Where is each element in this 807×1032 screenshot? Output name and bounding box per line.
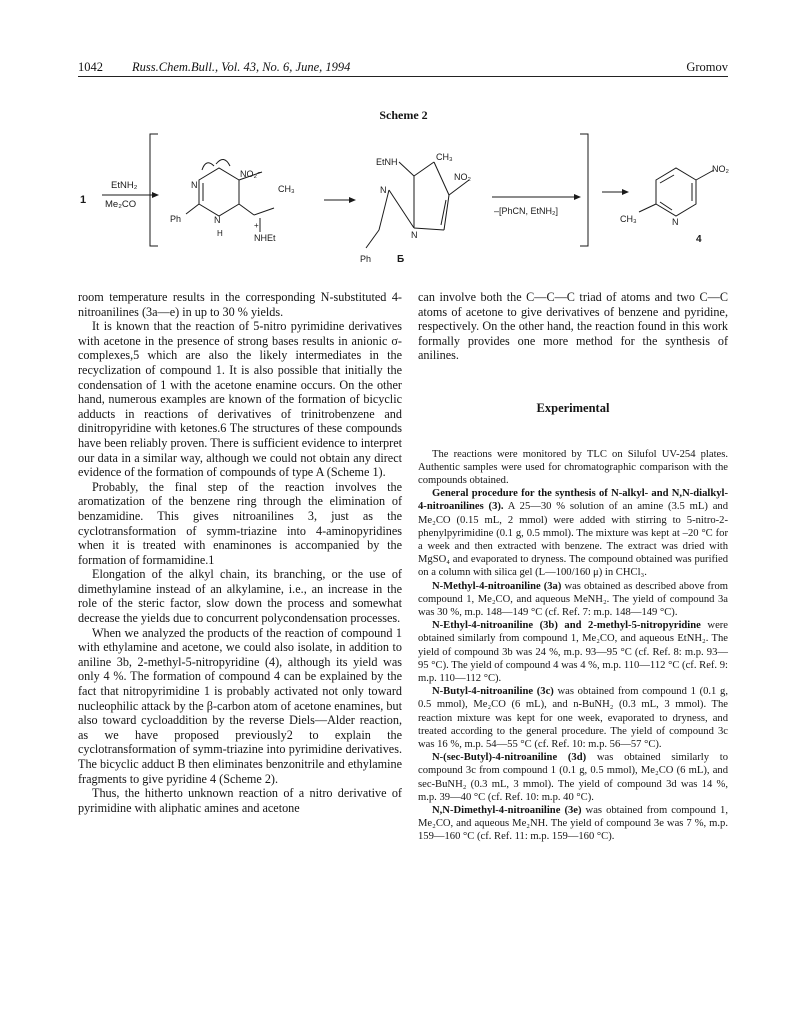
reaction-scheme <box>74 120 734 280</box>
paragraph: When we analyzed the products of the reaction of compound 1 with ethylamine and acetone, we could also isolate, in addition to aniline 3b, 2-methyl-5-nitropyridine (4), although its yield was only 4 %. The formation of compound 4 can be explained by the fact that nitropyrimidine 1 is probably activated not only toward nucleophilic attack by the β-carbon atom of acetone enamines, but also toward cycloaddition by the reverse Diels—Alder reaction, as we have proposed previously2 to explain the cyclotransformation of symm-triazine into pyrimidine derivatives. The bicyclic adduct B then eliminates benzonitrile and ethylamine fragments to give pyridine 4 (Scheme 2). <box>78 625 402 786</box>
methyl-label: CH₃ <box>278 184 295 194</box>
paragraph-heading: N-Methyl-4-nitroaniline (3a) <box>432 580 562 592</box>
paragraph-heading: N-(sec-Butyl)-4-nitroaniline (3d) <box>432 752 587 764</box>
ethylamino-label: EtNH <box>376 157 398 167</box>
experimental-paragraph <box>418 804 728 844</box>
paragraph-heading: N,N-Dimethyl-4-nitroaniline (3e) <box>432 805 582 817</box>
reagent-top: EtNH₂ <box>111 180 138 191</box>
paragraph-heading: General procedure for the synthesis of N-alkyl- and N,N-dialkyl-4-nitroanilines (3). <box>418 488 728 513</box>
ring-nitrogen-label: N <box>411 230 418 240</box>
experimental-paragraph <box>418 487 728 579</box>
paragraph: room temperature results in the corresponding N-substituted 4-nitroanilines (3a—e) in up to 30 % yields. <box>78 290 402 319</box>
paragraph-text: were obtained similarly from compound 1, Me₂CO, and aqueous EtNH₂. The yield of compound 3b was 24 %, m.p. 93—95 °C (cf. Ref. 8: m.p. 93—95 °C). The yield of compound 4 was 4 %, m.p. 110—112 °C (cf. Ref. 9: m.p. 110—112 °C). <box>418 620 729 685</box>
reactant-number: 1 <box>80 194 87 206</box>
journal-citation: Russ.Chem.Bull., Vol. 43, No. 6, June, 1994 <box>132 60 351 74</box>
methyl-label: CH₃ <box>436 152 453 162</box>
phenyl-label: Ph <box>170 214 182 224</box>
paragraph-heading: N-Ethyl-4-nitroaniline (3b) and 2-methyl-5-nitropyridine <box>432 620 701 632</box>
nitro-label: NO₂ <box>712 164 729 174</box>
paragraph: can involve both the C—C—C triad of atoms and two C—C atoms of acetone to give derivatives of benzene and pyridine, respectively. On the other hand, the reaction found in this work formally provides one more method for the synthesis of anilines. <box>418 290 728 363</box>
ring-nitrogen-label: N <box>380 185 387 195</box>
experimental-paragraph <box>418 448 728 488</box>
section-title: Experimental <box>536 400 610 415</box>
paragraph: Probably, the final step of the reaction involves the aromatization of the benzene ring through the elimination of benzamidine. This gives nitroanilines 3, just as the cyclotransformation of symm-triazine into 4-aminopyridines when it is treated with enaminones is accompanied by the formation of formamidine.1 <box>78 479 402 567</box>
paragraph: Thus, the hitherto unknown reaction of a nitro derivative of pyrimidine with aliphatic amines and acetone <box>78 786 402 815</box>
nitro-anion-label: NO₂⁻ <box>240 169 262 179</box>
paragraph-text: was obtained from compound 1 (0.1 g, 0.5 mmol), Me₂CO (6 mL), and n-BuNH₂ (0.3 mL, 3 mmol). The reaction mixture was kept for one week, evaporated to dryness, and treated according to the general procedure. The yield of compound 3c was 16 %, m.p. 54—55 °C (cf. Ref. 10: m.p. 56—57 °C). <box>418 686 728 751</box>
experimental-section <box>418 448 728 844</box>
compound-label-4: 4 <box>696 234 702 245</box>
ring-nitrogen-label: N <box>191 180 198 190</box>
paragraph-heading: N-Butyl-4-nitroaniline (3c) <box>432 686 554 698</box>
experimental-paragraph <box>418 580 728 620</box>
experimental-paragraph <box>418 685 728 751</box>
right-column <box>418 290 728 844</box>
paragraph: Elongation of the alkyl chain, its branching, or the use of dimethylamine instead of an alkylamine, i.e., an increase in the role of the steric factor, slow down the process and somewhat decrease the yields due to concurrent polycondensation processes. <box>78 567 402 626</box>
compound-label-b: Б <box>397 254 405 265</box>
left-column <box>78 290 402 815</box>
paragraph-text: A 25—30 % solution of an amine (3.5 mL) and Me₂CO (0.15 mL, 2 mmol) were added with stirring to 5-nitro-2-phenylpyrimidine (0.1 g, 0.5 mmol). The mixture was kept at –20 °C for a week and then extracted with benzene. The extract was dried with MgSO₄ and evaporated to dryness. The compound obtained was purified on a column with silica gel (L—100/160 μ) in CHCl₃. <box>418 501 728 579</box>
scheme-title: Scheme 2 <box>379 108 428 122</box>
header-rule <box>78 76 728 77</box>
hydrogen-label: H <box>217 229 223 238</box>
paragraph-text: was obtained from compound 1, Me₂CO, and aqueous Me₂NH. The yield of compound 3e was 7 %, m.p. 159—160 °C (cf. Ref. 11: m.p. 159—160 °C). <box>418 805 728 843</box>
experimental-paragraph <box>418 619 728 685</box>
product-pyridine <box>639 168 714 216</box>
charge-label: + <box>254 221 259 230</box>
paragraph-text: The reactions were monitored by TLC on Silufol UV-254 plates. Authentic samples were used for chromatographic comparison with the compounds obtained. <box>418 448 728 486</box>
paragraph-text: was obtained as described above from compound 1, Me₂CO, and aqueous MeNH₂. The yield of compound 3a was 30 %, m.p. 148—149 °C (cf. Ref. 7: m.p. 148—149 °C). <box>418 580 728 618</box>
author-name: Gromov <box>686 60 728 74</box>
experimental-paragraph <box>418 751 728 804</box>
methyl-label: CH₃ <box>620 214 637 224</box>
phenyl-label: Ph <box>360 254 372 264</box>
paragraph: It is known that the reaction of 5-nitro pyrimidine derivatives with acetone in the presence of strong bases results in anionic σ-complexes,5 which are also the likely intermediates in the recyclization of compound 1. It is also possible that initially the condensation of 1 with the acetone enamine occurs. On the other hand, numerous examples are known of the formation of bicyclic adducts in reactions of derivatives of trinitrobenzene and dinitropyridine with ketones.6 The structures of these compounds have been reliably proven. There is sufficient evidence to interpret our data in a similar way, although we could not obtain any direct evidence of the formation of compounds of type A (Scheme 1). <box>78 319 402 480</box>
ethylamino-label: NHEt <box>254 233 276 243</box>
ring-nitrogen-label: N <box>672 217 679 227</box>
paragraph-text: was obtained similarly to compound 3c from compound 1 (0.1 g, 0.5 mmol), Me₂CO (6 mL), and sec-BuNH₂ (0.3 mL, 3 mmol). The yield of compound 3d was 14 %, m.p. 39—40 °C (cf. Ref. 10: m.p. 40 °C). <box>418 752 729 803</box>
page-number: 1042 <box>78 60 103 74</box>
ring-nitrogen-label: N <box>214 215 221 225</box>
reagent-bottom: Me₂CO <box>105 199 137 210</box>
nitro-label: NO₂ <box>454 172 471 182</box>
elimination-label: –[PhCN, EtNH₂] <box>494 206 559 216</box>
